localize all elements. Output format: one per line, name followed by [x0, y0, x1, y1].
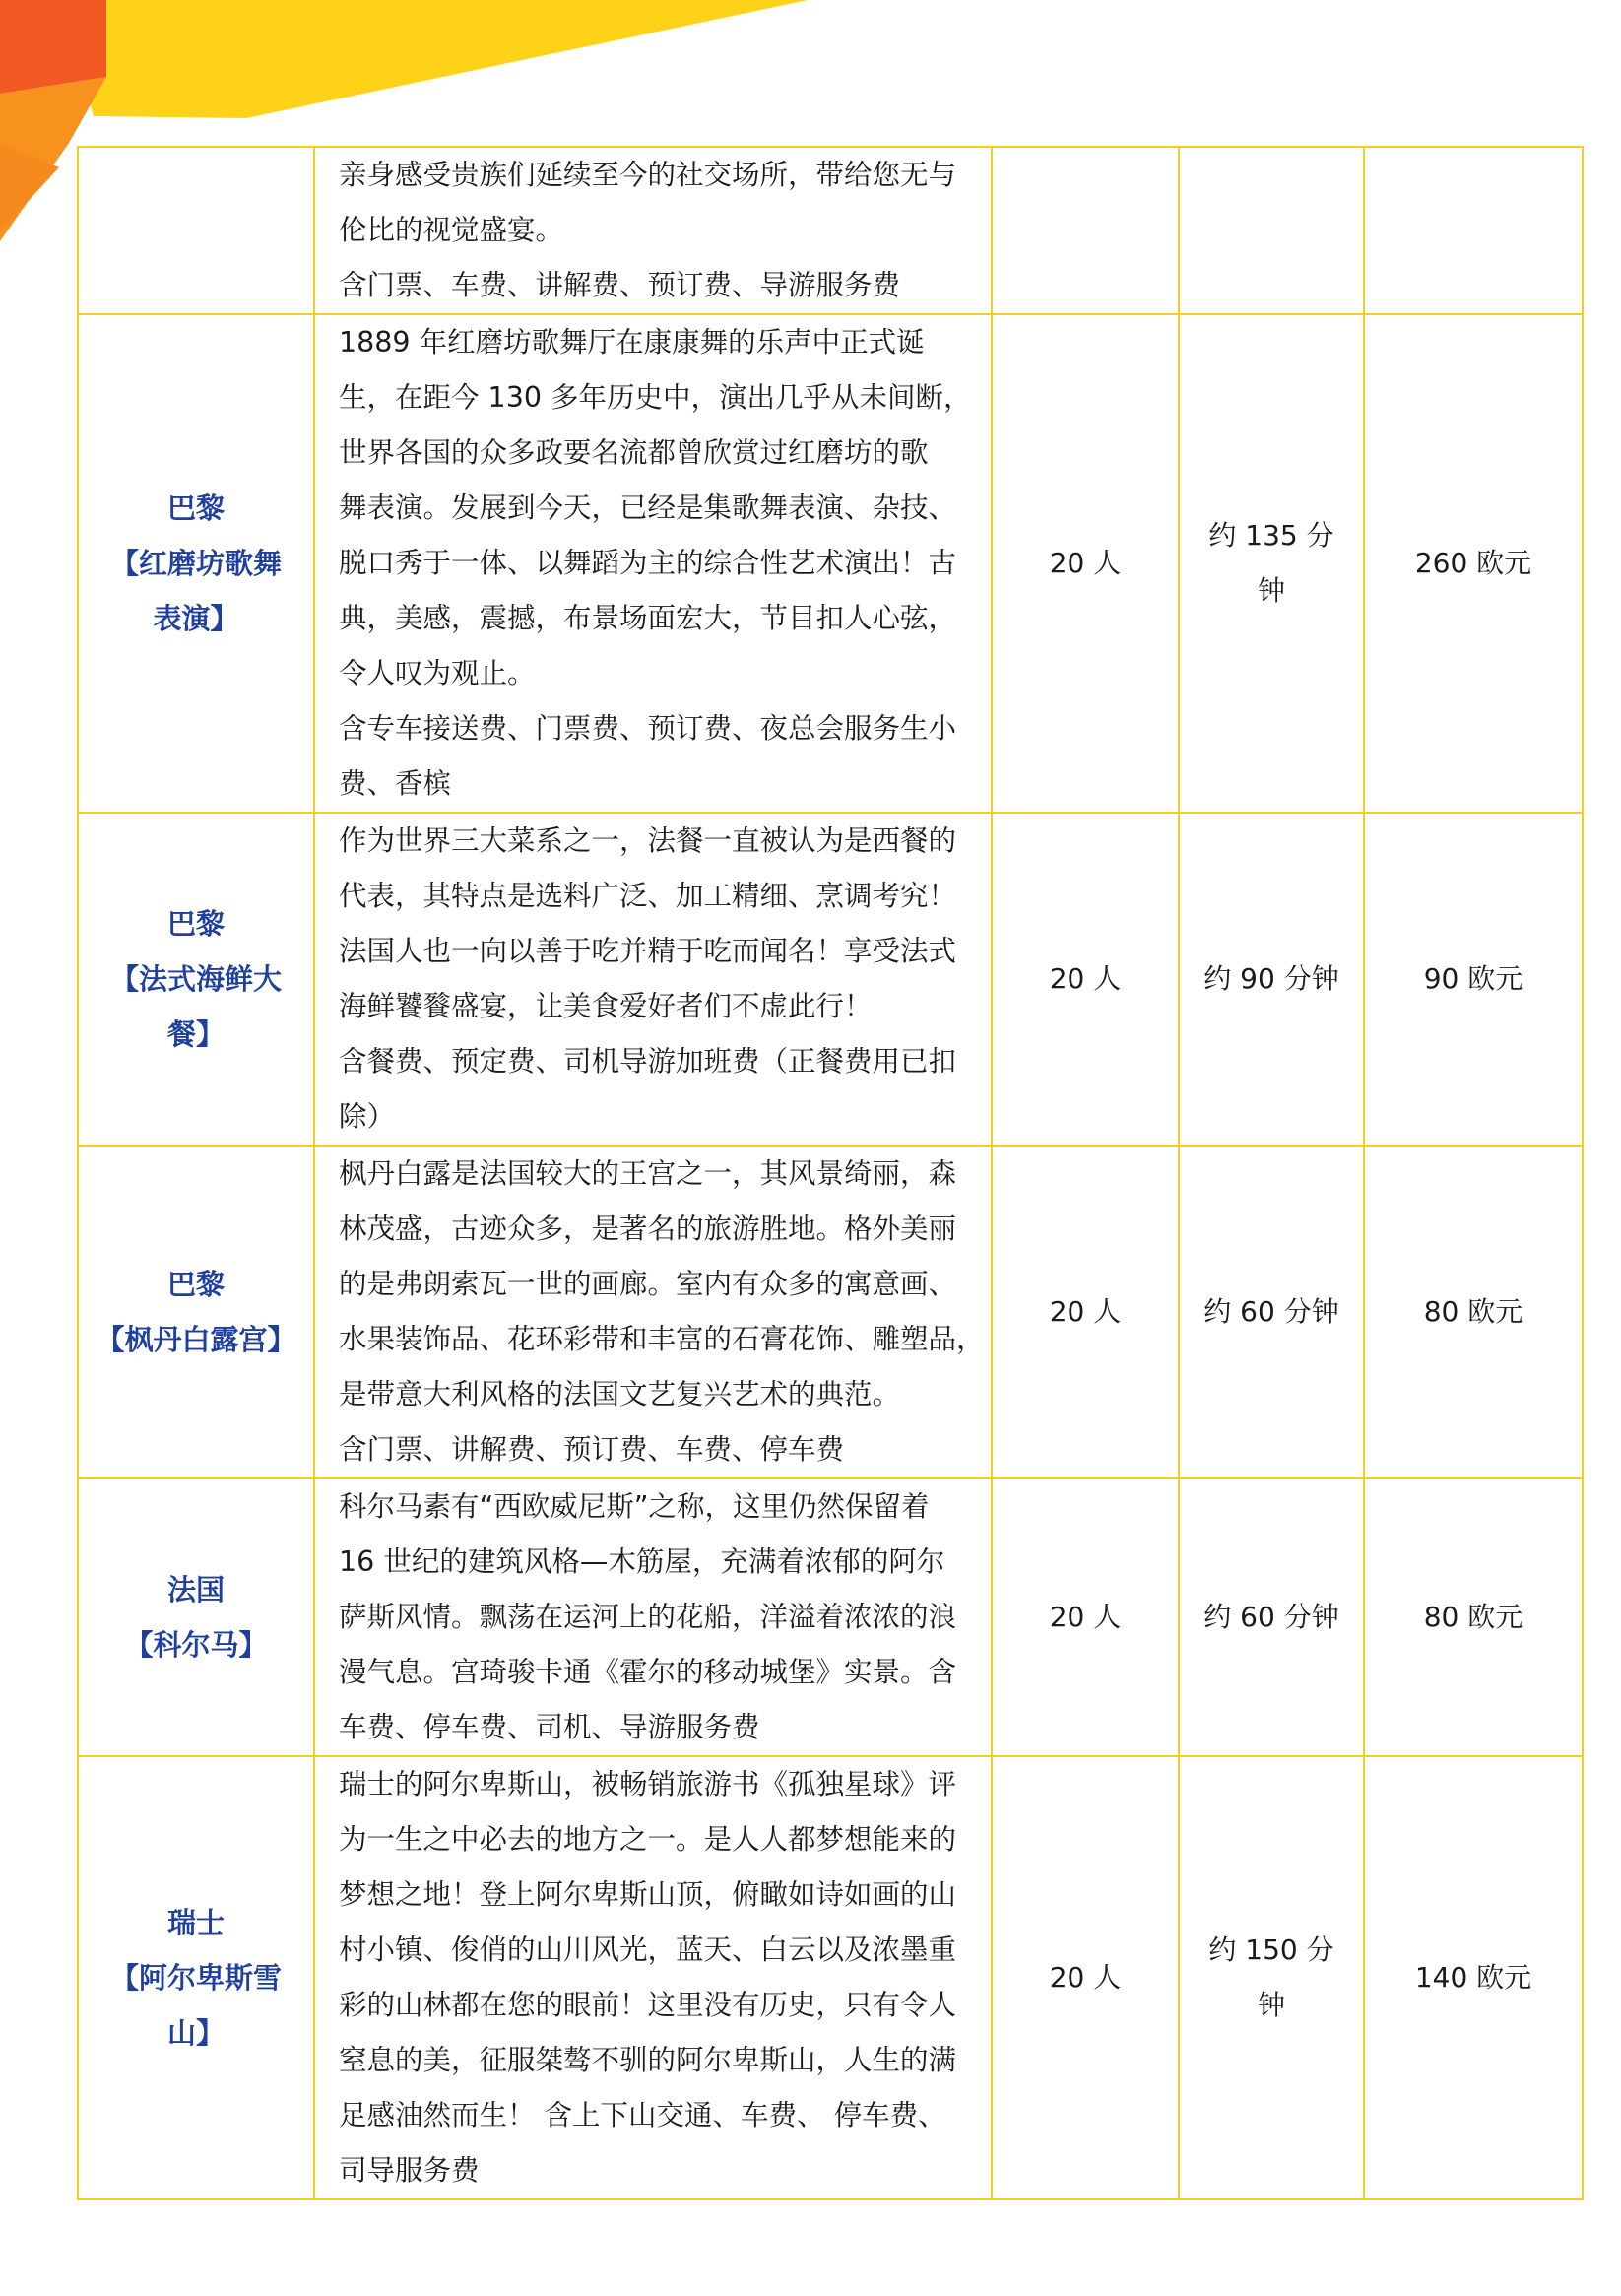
description-line: 1889 年红磨坊歌舞厅在康康舞的乐声中正式诞 — [339, 326, 925, 359]
duration-cell — [1179, 314, 1364, 813]
description-cell — [314, 813, 992, 1146]
duration-cell — [1179, 1146, 1364, 1478]
description-line: 萨斯风情。飘荡在运河上的花船，洋溢着浓浓的浪 — [339, 1601, 957, 1633]
description-cell — [314, 147, 992, 314]
description-cell — [314, 314, 992, 813]
description-line: 窒息的美，征服桀骜不驯的阿尔卑斯山，人生的满 — [339, 2044, 957, 2076]
description-line: 海鲜饕餮盛宴，让美食爱好者们不虚此行！ — [339, 990, 873, 1022]
price-cell: 80 欧元 — [1364, 1146, 1583, 1478]
description-line: 伦比的视觉盛宴。 — [339, 214, 564, 246]
description-cell — [314, 1146, 992, 1478]
description-line: 费、香槟 — [339, 767, 452, 800]
attraction-title-line: 【法式海鲜大 — [109, 962, 282, 996]
attraction-title-line: 餐】 — [166, 1017, 225, 1051]
duration-line: 约 60 分钟 — [1203, 1601, 1339, 1633]
description-line: 村小镇、俊俏的山川风光，蓝天、白云以及浓墨重 — [339, 1934, 957, 1966]
description-line: 令人叹为观止。 — [339, 657, 536, 689]
description-line: 含专车接送费、门票费、预订费、夜总会服务生小 — [339, 712, 957, 745]
duration-cell — [1179, 813, 1364, 1146]
price-cell: 140 欧元 — [1364, 1756, 1583, 2199]
table-body — [78, 147, 1583, 2199]
description-line: 代表，其特点是选料广泛、加工精细、烹调考究！ — [339, 880, 957, 912]
group-size-cell: 20 人 — [992, 813, 1179, 1146]
description-line: 含餐费、预定费、司机导游加班费（正餐费用已扣 — [339, 1045, 957, 1078]
price-cell: 260 欧元 — [1364, 314, 1583, 813]
attraction-place: 瑞士 — [166, 1906, 225, 1939]
table-row — [78, 314, 1583, 813]
group-size-cell — [992, 147, 1179, 314]
description-line: 亲身感受贵族们延续至今的社交场所，带给您无与 — [339, 159, 957, 191]
attraction-name-cell — [78, 147, 314, 314]
deco-yellow-band — [59, 0, 808, 118]
description-line: 梦想之地！登上阿尔卑斯山顶，俯瞰如诗如画的山 — [339, 1878, 957, 1911]
group-size-cell: 20 人 — [992, 314, 1179, 813]
duration-cell — [1179, 147, 1364, 314]
price-cell — [1364, 147, 1583, 314]
attraction-place: 巴黎 — [166, 492, 225, 525]
table-row — [78, 1146, 1583, 1478]
description-cell — [314, 1756, 992, 2199]
description-line: 法国人也一向以善于吃并精于吃而闻名！享受法式 — [339, 935, 957, 967]
duration-line: 约 90 分钟 — [1203, 962, 1339, 995]
attraction-name-cell — [78, 1478, 314, 1756]
duration-line: 约 135 分 — [1208, 519, 1334, 552]
description-line: 生，在距今 130 多年历史中，演出几乎从未间断， — [339, 381, 972, 414]
duration-cell — [1179, 1756, 1364, 2199]
description-line: 车费、停车费、司机、导游服务费 — [339, 1711, 760, 1743]
description-line: 16 世纪的建筑风格—木筋屋，充满着浓郁的阿尔 — [339, 1545, 945, 1578]
table-row — [78, 147, 1583, 314]
description-line: 为一生之中必去的地方之一。是人人都梦想能来的 — [339, 1823, 957, 1856]
description-line: 彩的山林都在您的眼前！这里没有历史，只有令人 — [339, 1989, 957, 2021]
attraction-name-cell — [78, 1756, 314, 2199]
attraction-name-cell — [78, 1146, 314, 1478]
attraction-title-line: 表演】 — [153, 602, 239, 635]
group-size-cell: 20 人 — [992, 1756, 1179, 2199]
duration-line: 钟 — [1257, 574, 1285, 607]
table-row — [78, 1756, 1583, 2199]
duration-line: 钟 — [1257, 1989, 1285, 2021]
description-line: 除） — [339, 1100, 396, 1133]
attraction-title-line: 【阿尔卑斯雪 — [109, 1961, 282, 1995]
attraction-title-line: 【红磨坊歌舞 — [109, 547, 282, 580]
description-line: 枫丹白露是法国较大的王宫之一，其风景绮丽，森 — [339, 1157, 957, 1190]
duration-line: 约 150 分 — [1208, 1934, 1334, 1966]
description-line: 含门票、讲解费、预订费、车费、停车费 — [339, 1433, 845, 1466]
table-row — [78, 1478, 1583, 1756]
description-line: 水果装饰品、花环彩带和丰富的石膏花饰、雕塑品， — [339, 1323, 985, 1355]
attraction-name-cell — [78, 314, 314, 813]
description-line: 含门票、车费、讲解费、预订费、导游服务费 — [339, 269, 901, 301]
attraction-title-line: 山】 — [166, 2016, 225, 2050]
group-size-cell: 20 人 — [992, 1146, 1179, 1478]
attraction-name-cell — [78, 813, 314, 1146]
attraction-place: 法国 — [166, 1573, 225, 1607]
price-cell: 90 欧元 — [1364, 813, 1583, 1146]
itinerary-table — [77, 146, 1584, 2200]
attraction-title-line: 【枫丹白露宫】 — [96, 1323, 296, 1356]
description-line: 林茂盛，古迹众多，是著名的旅游胜地。格外美丽 — [339, 1213, 957, 1245]
price-cell: 80 欧元 — [1364, 1478, 1583, 1756]
description-line: 世界各国的众多政要名流都曾欣赏过红磨坊的歌 — [339, 436, 929, 469]
description-line: 典，美感，震撼，布景场面宏大，节目扣人心弦， — [339, 602, 957, 634]
description-line: 科尔马素有“西欧威尼斯”之称，这里仍然保留着 — [339, 1490, 930, 1523]
table-row — [78, 813, 1583, 1146]
attraction-place: 巴黎 — [166, 1268, 225, 1301]
attraction-place: 巴黎 — [166, 907, 225, 941]
description-line: 瑞士的阿尔卑斯山，被畅销旅游书《孤独星球》评 — [339, 1768, 957, 1801]
description-cell — [314, 1478, 992, 1756]
attraction-title-line: 【科尔马】 — [124, 1628, 268, 1662]
description-line: 是带意大利风格的法国文艺复兴艺术的典范。 — [339, 1378, 901, 1410]
description-line: 漫气息。宫琦骏卡通《霍尔的移动城堡》实景。含 — [339, 1656, 957, 1688]
description-line: 足感油然而生！ 含上下山交通、车费、 停车费、 — [339, 2099, 946, 2132]
description-line: 司导服务费 — [339, 2154, 480, 2187]
duration-cell — [1179, 1478, 1364, 1756]
group-size-cell: 20 人 — [992, 1478, 1179, 1756]
description-line: 脱口秀于一体、以舞蹈为主的综合性艺术演出！古 — [339, 547, 957, 579]
description-line: 的是弗朗索瓦一世的画廊。室内有众多的寓意画、 — [339, 1268, 957, 1300]
description-line: 舞表演。发展到今天，已经是集歌舞表演、杂技、 — [339, 492, 957, 524]
duration-line: 约 60 分钟 — [1203, 1295, 1339, 1328]
description-line: 作为世界三大菜系之一，法餐一直被认为是西餐的 — [339, 824, 957, 857]
